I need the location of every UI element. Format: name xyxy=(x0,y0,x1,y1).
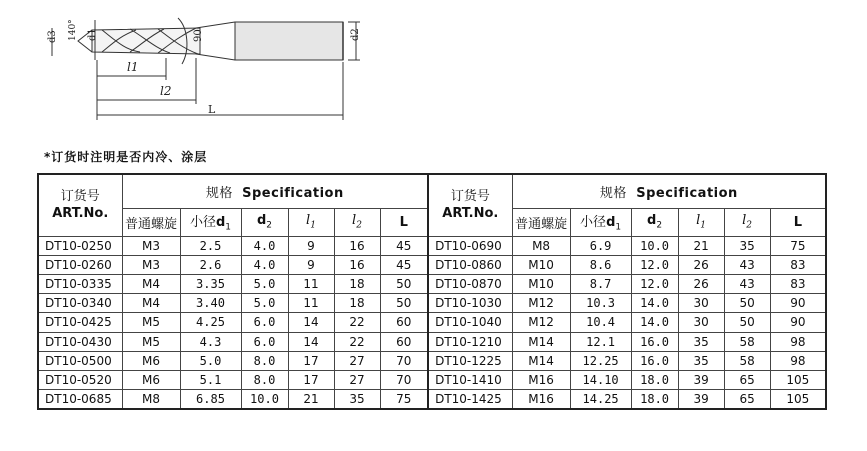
table-cell: 50 xyxy=(724,313,770,332)
table-row xyxy=(38,274,826,293)
table-cell: DT10-0425 xyxy=(38,313,122,332)
spec-header-right: 规格 Specification xyxy=(512,174,826,208)
table-cell: DT10-0870 xyxy=(428,274,512,293)
table-row xyxy=(38,390,826,409)
table-cell: 5.1 xyxy=(180,371,241,390)
table-cell: 10.3 xyxy=(570,294,631,313)
table-cell: M5 xyxy=(122,313,180,332)
table-cell: M12 xyxy=(512,294,570,313)
table-row xyxy=(38,236,826,255)
table-cell: M14 xyxy=(512,351,570,370)
col-thread: 普通螺旋 xyxy=(122,208,180,236)
table-cell: 18.0 xyxy=(631,390,678,409)
table-cell: M4 xyxy=(122,294,180,313)
table-cell: DT10-0430 xyxy=(38,332,122,351)
label-d1: d1 xyxy=(87,28,98,41)
table-cell: DT10-1410 xyxy=(428,371,512,390)
table-cell: DT10-0340 xyxy=(38,294,122,313)
table-cell: DT10-0690 xyxy=(428,236,512,255)
table-cell: 16 xyxy=(334,255,380,274)
col-l2-right: $l_2$ xyxy=(724,208,770,236)
table-cell: M16 xyxy=(512,371,570,390)
table-cell: M6 xyxy=(122,371,180,390)
table-cell: 27 xyxy=(334,351,380,370)
table-cell: M3 xyxy=(122,236,180,255)
table-cell: 18 xyxy=(334,294,380,313)
table-cell: 26 xyxy=(678,255,724,274)
label-L: L xyxy=(208,103,216,116)
table-cell: 16.0 xyxy=(631,332,678,351)
col-minor-diameter-right: 小径$d_1$ xyxy=(570,208,631,236)
table-cell: DT10-1425 xyxy=(428,390,512,409)
table-cell: DT10-1225 xyxy=(428,351,512,370)
table-cell: 75 xyxy=(380,390,428,409)
table-cell: M12 xyxy=(512,313,570,332)
table-cell: 8.0 xyxy=(241,351,288,370)
table-cell: DT10-1040 xyxy=(428,313,512,332)
table-cell: 45 xyxy=(380,255,428,274)
table-cell: 18 xyxy=(334,274,380,293)
table-cell: 12.0 xyxy=(631,255,678,274)
table-cell: M8 xyxy=(122,390,180,409)
table-cell: DT10-0500 xyxy=(38,351,122,370)
col-d2: $d_2$ xyxy=(241,208,288,236)
col-minor-diameter: 小径$d_1$ xyxy=(180,208,241,236)
table-cell: 2.6 xyxy=(180,255,241,274)
table-cell: DT10-0860 xyxy=(428,255,512,274)
table-row xyxy=(38,371,826,390)
table-cell: 105 xyxy=(770,371,826,390)
table-cell: M4 xyxy=(122,274,180,293)
table-cell: 5.0 xyxy=(241,274,288,293)
table-row xyxy=(38,294,826,313)
label-d3: d3 xyxy=(47,30,58,43)
drill-shank xyxy=(235,22,343,60)
table-cell: 12.0 xyxy=(631,274,678,293)
table-cell: M5 xyxy=(122,332,180,351)
table-cell: 70 xyxy=(380,371,428,390)
label-l2: l2 xyxy=(160,84,172,98)
table-cell: 6.9 xyxy=(570,236,631,255)
col-l1: $l_1$ xyxy=(288,208,334,236)
table-cell: 16 xyxy=(334,236,380,255)
table-cell: 11 xyxy=(288,274,334,293)
table-cell: 105 xyxy=(770,390,826,409)
table-cell: 6.0 xyxy=(241,332,288,351)
table-cell: 5.0 xyxy=(241,294,288,313)
table-cell: 3.35 xyxy=(180,274,241,293)
table-cell: 4.25 xyxy=(180,313,241,332)
table-cell: 83 xyxy=(770,255,826,274)
table-cell: 12.25 xyxy=(570,351,631,370)
table-cell: DT10-0250 xyxy=(38,236,122,255)
table-cell: 58 xyxy=(724,351,770,370)
spec-table-body xyxy=(38,236,826,409)
table-cell: 60 xyxy=(380,332,428,351)
table-cell: 65 xyxy=(724,390,770,409)
table-cell: 16.0 xyxy=(631,351,678,370)
table-cell: DT10-0685 xyxy=(38,390,122,409)
table-cell: 21 xyxy=(678,236,724,255)
spec-header-left: 规格 Specification xyxy=(122,174,428,208)
table-cell: 4.0 xyxy=(241,255,288,274)
col-length: L xyxy=(380,208,428,236)
table-cell: 10.4 xyxy=(570,313,631,332)
table-cell: 70 xyxy=(380,351,428,370)
col-d2-right: $d_2$ xyxy=(631,208,678,236)
table-cell: M10 xyxy=(512,274,570,293)
table-cell: 17 xyxy=(288,371,334,390)
table-row xyxy=(38,255,826,274)
table-cell: M8 xyxy=(512,236,570,255)
table-cell: 43 xyxy=(724,255,770,274)
table-cell: 9 xyxy=(288,255,334,274)
table-cell: 50 xyxy=(380,294,428,313)
table-cell: M14 xyxy=(512,332,570,351)
table-cell: 50 xyxy=(380,274,428,293)
table-cell: DT10-0260 xyxy=(38,255,122,274)
table-cell: 27 xyxy=(334,371,380,390)
table-cell: 14.0 xyxy=(631,313,678,332)
table-cell: 65 xyxy=(724,371,770,390)
table-cell: 14.10 xyxy=(570,371,631,390)
table-cell: 10.0 xyxy=(631,236,678,255)
table-cell: 75 xyxy=(770,236,826,255)
table-cell: DT10-1210 xyxy=(428,332,512,351)
table-row xyxy=(38,313,826,332)
table-cell: 14.0 xyxy=(631,294,678,313)
table-cell: 26 xyxy=(678,274,724,293)
table-cell: 9 xyxy=(288,236,334,255)
table-cell: 30 xyxy=(678,294,724,313)
art-header-right: 订货号 ART.No. xyxy=(428,174,512,236)
art-header-left: 订货号 ART.No. xyxy=(38,174,122,236)
order-note: *订货时注明是否内冷、涂层 xyxy=(44,150,208,164)
table-cell: 22 xyxy=(334,313,380,332)
table-cell: 8.7 xyxy=(570,274,631,293)
table-cell: 2.5 xyxy=(180,236,241,255)
table-cell: 98 xyxy=(770,332,826,351)
table-cell: 4.0 xyxy=(241,236,288,255)
drill-drawing xyxy=(0,0,867,140)
table-cell: 30 xyxy=(678,313,724,332)
table-cell: 58 xyxy=(724,332,770,351)
table-cell: DT10-1030 xyxy=(428,294,512,313)
table-cell: M16 xyxy=(512,390,570,409)
label-90: 90 xyxy=(193,29,204,42)
table-row xyxy=(38,351,826,370)
table-cell: 83 xyxy=(770,274,826,293)
col-thread-right: 普通螺旋 xyxy=(512,208,570,236)
table-cell: 39 xyxy=(678,390,724,409)
table-cell: 35 xyxy=(678,351,724,370)
table-cell: 6.85 xyxy=(180,390,241,409)
table-cell: 10.0 xyxy=(241,390,288,409)
table-cell: 18.0 xyxy=(631,371,678,390)
table-cell: 22 xyxy=(334,332,380,351)
table-row xyxy=(38,332,826,351)
table-cell: 11 xyxy=(288,294,334,313)
table-cell: 4.3 xyxy=(180,332,241,351)
table-cell: 12.1 xyxy=(570,332,631,351)
table-cell: 14.25 xyxy=(570,390,631,409)
table-cell: 39 xyxy=(678,371,724,390)
table-cell: 45 xyxy=(380,236,428,255)
spec-table xyxy=(37,173,827,410)
label-l1: l1 xyxy=(127,60,139,74)
col-l1-right: $l_1$ xyxy=(678,208,724,236)
table-cell: 98 xyxy=(770,351,826,370)
col-length-right: L xyxy=(770,208,826,236)
table-cell: DT10-0520 xyxy=(38,371,122,390)
col-l2: $l_2$ xyxy=(334,208,380,236)
table-cell: M3 xyxy=(122,255,180,274)
table-cell: M10 xyxy=(512,255,570,274)
table-cell: 14 xyxy=(288,313,334,332)
table-cell: 17 xyxy=(288,351,334,370)
table-cell: 90 xyxy=(770,313,826,332)
table-cell: 14 xyxy=(288,332,334,351)
table-cell: 21 xyxy=(288,390,334,409)
table-cell: 35 xyxy=(678,332,724,351)
label-d2: d2 xyxy=(350,28,361,41)
table-cell: DT10-0335 xyxy=(38,274,122,293)
table-cell: 35 xyxy=(724,236,770,255)
table-cell: 43 xyxy=(724,274,770,293)
table-cell: 5.0 xyxy=(180,351,241,370)
table-cell: 35 xyxy=(334,390,380,409)
table-cell: 8.0 xyxy=(241,371,288,390)
table-cell: 8.6 xyxy=(570,255,631,274)
drill-flutes xyxy=(92,28,200,54)
table-cell: 3.40 xyxy=(180,294,241,313)
table-cell: M6 xyxy=(122,351,180,370)
label-angle: 140° xyxy=(68,19,78,41)
table-cell: 90 xyxy=(770,294,826,313)
table-cell: 6.0 xyxy=(241,313,288,332)
table-cell: 60 xyxy=(380,313,428,332)
table-cell: 50 xyxy=(724,294,770,313)
